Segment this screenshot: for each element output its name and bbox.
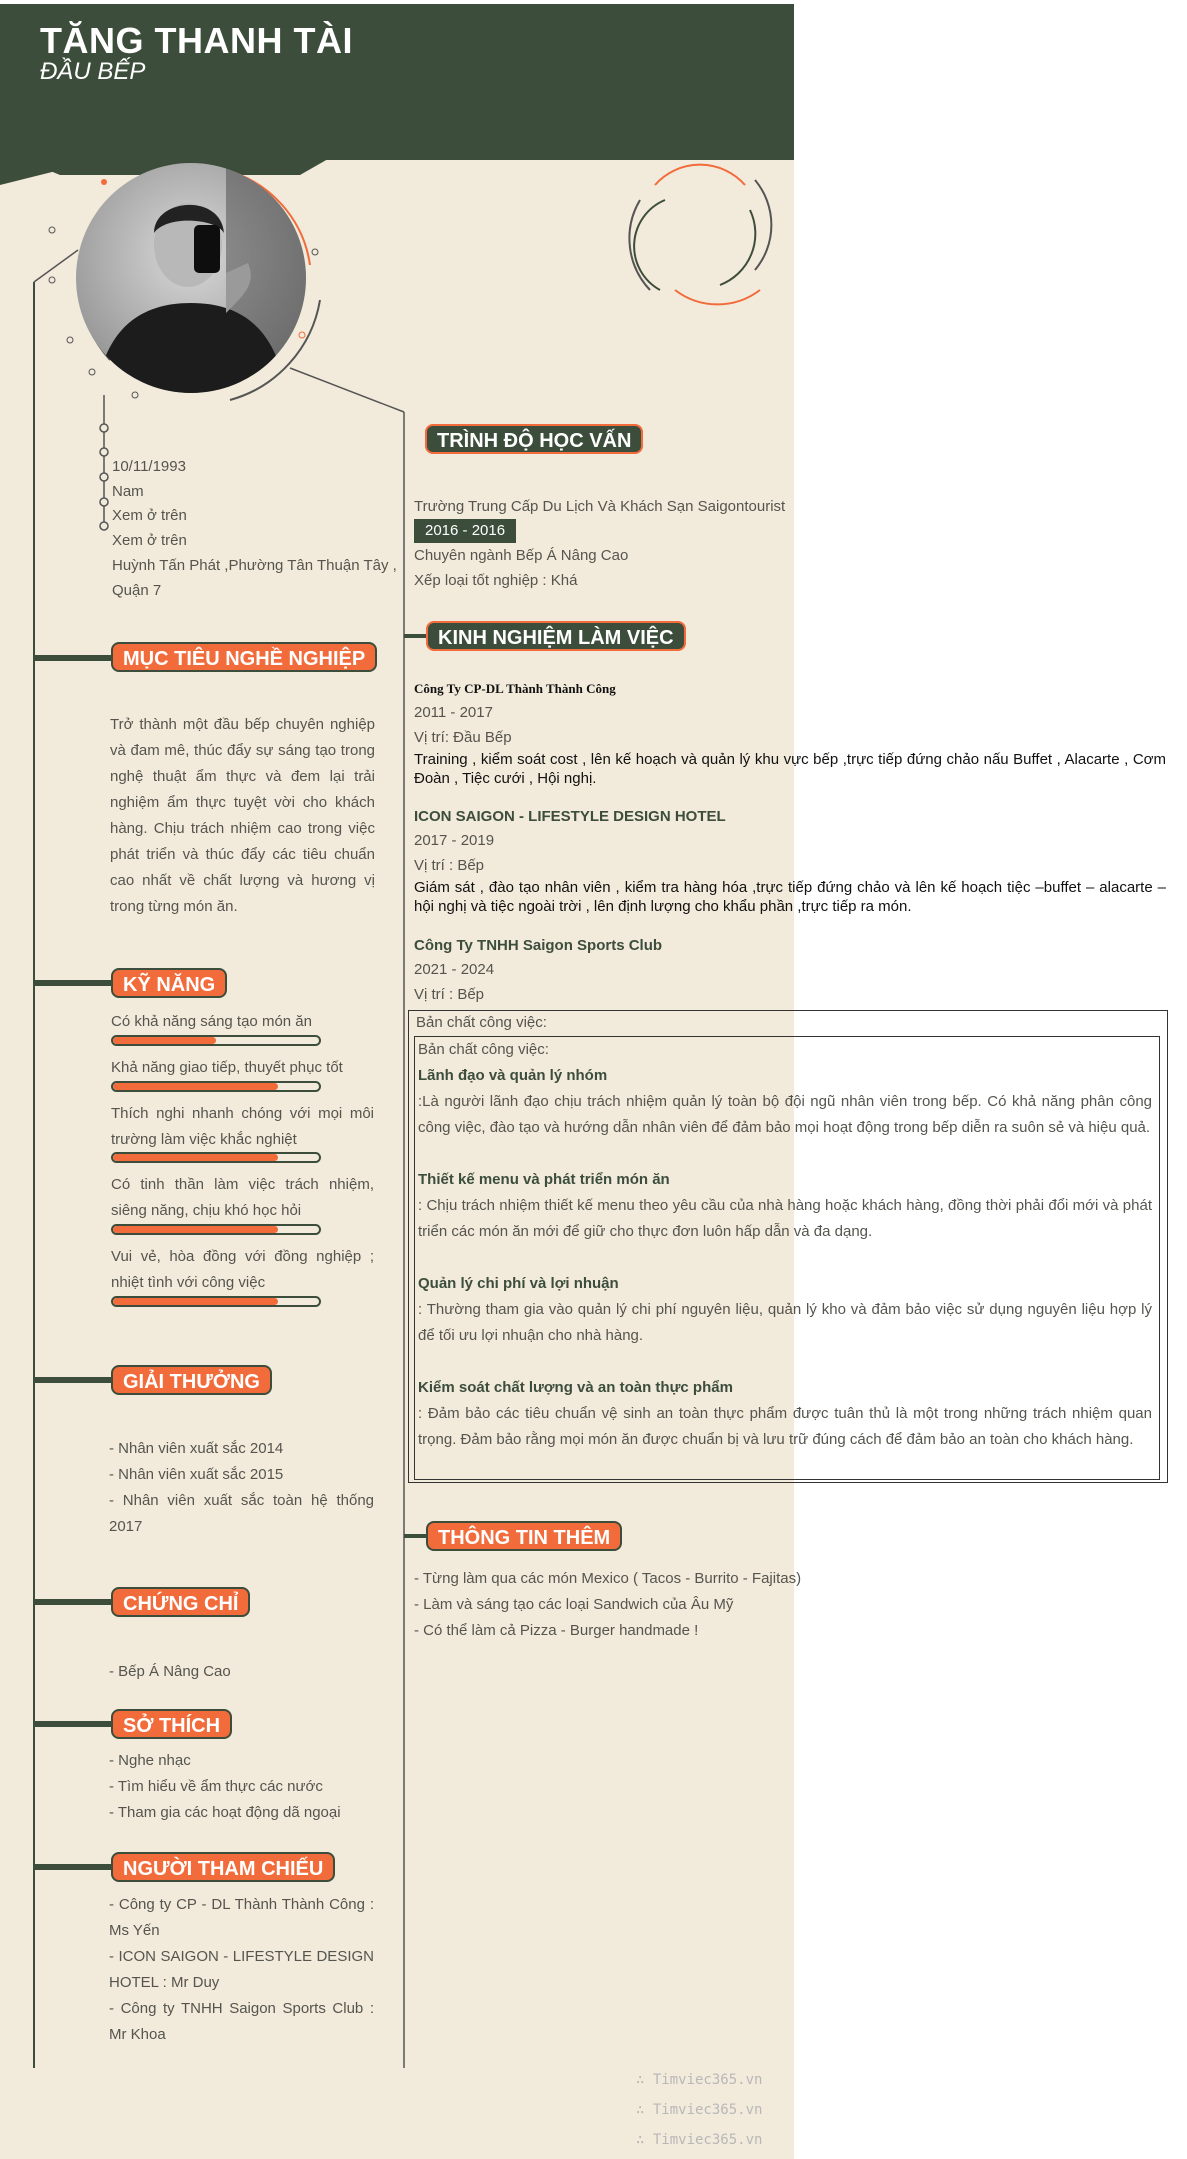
certificates-title: CHỨNG CHỈ — [111, 1587, 250, 1617]
award-item: - Nhân viên xuất sắc toàn hệ thống 2017 — [109, 1492, 374, 1535]
job-position: Vị trí : Bếp — [414, 986, 485, 1003]
watermark: ∴ Timviec365.vn — [636, 2132, 763, 2148]
job-position: Vị trí : Bếp — [414, 857, 485, 874]
duty-text: : Chịu trách nhiệm thiết kế menu theo yêu cầu của nhà hàng hoặc khách hàng, đồng thời phải đổi mới và phát triển các món ăn mới để giữ cho thực đơn luôn hấp dẫn và đa dạng. — [418, 1197, 1152, 1240]
job-period: 2021 - 2024 — [414, 961, 495, 978]
hobby-item: - Tìm hiểu về ẩm thực các nước — [109, 1778, 323, 1795]
watermark: ∴ Timviec365.vn — [636, 2072, 763, 2088]
job-company: Công Ty TNHH Saigon Sports Club — [414, 937, 663, 954]
job-company: ICON SAIGON - LIFESTYLE DESIGN HOTEL — [414, 808, 726, 825]
birth-date: 10/11/1993 — [112, 458, 186, 475]
objective-title: MỤC TIÊU NGHỀ NGHIỆP — [111, 642, 377, 672]
section-bar — [34, 1864, 114, 1870]
skill-bar — [111, 1081, 321, 1092]
award-item: - Nhân viên xuất sắc 2015 — [109, 1466, 284, 1483]
section-bar — [34, 980, 114, 986]
duty-heading: Thiết kế menu và phát triển món ăn — [418, 1171, 670, 1188]
objective-text: Trở thành một đầu bếp chuyên nghiệp và đam mê, thúc đẩy sự sáng tạo trong nghệ thuật ẩm thực và đem lại trải nghiệm ẩm thực tuyệt vời cho khách hàng. Chịu trách nhiệm cao trong việc phát triển và thúc đẩy các tiêu chuẩn cao nhất về chất lượng và hương vị trong từng món ăn. — [110, 716, 375, 915]
skill-label: Khả năng giao tiếp, thuyết phục tốt — [111, 1059, 343, 1076]
experience-title: KINH NGHIỆM LÀM VIỆC — [426, 621, 686, 651]
section-bar — [34, 1377, 114, 1383]
education-grade: Xếp loại tốt nghiệp : Khá — [414, 572, 578, 589]
section-bar — [34, 655, 114, 661]
address-line-2: Quận 7 — [112, 582, 162, 599]
reference-item: - Công ty CP - DL Thành Thành Công : Ms Yến — [109, 1896, 374, 1939]
watermark: ∴ Timviec365.vn — [636, 2102, 763, 2118]
certificate-item: - Bếp Á Nâng Cao — [109, 1663, 231, 1680]
education-period: 2016 - 2016 — [414, 519, 516, 543]
candidate-name: TĂNG THANH TÀI — [40, 20, 353, 61]
reference-item: - ICON SAIGON - LIFESTYLE DESIGN HOTEL : Mr Duy — [109, 1948, 374, 1991]
job-description: Training , kiểm soát cost , lên kế hoạch và quản lý khu vực bếp ,trực tiếp đứng chảo nấu Buffet , Alacarte , Cơm Đoàn , Tiệc cưới , Hội nghị. — [414, 751, 1166, 787]
skill-bar-fill — [113, 1154, 278, 1161]
duty-text: : Đảm bảo các tiêu chuẩn vệ sinh an toàn thực phẩm được tuân thủ là một trong những trách nhiệm quan trọng. Đảm bảo rằng mọi món ăn được chuẩn bị và lưu trữ đúng cách để đảm bảo an toàn cho khách hàng. — [418, 1405, 1152, 1448]
skill-bar-fill — [113, 1083, 278, 1090]
skill-bar-fill — [113, 1037, 216, 1044]
skills-title: KỸ NĂNG — [111, 968, 227, 998]
job-period: 2011 - 2017 — [414, 704, 493, 721]
award-item: - Nhân viên xuất sắc 2014 — [109, 1440, 284, 1457]
education-major: Chuyên ngành Bếp Á Nâng Cao — [414, 547, 629, 564]
address-line-1: Huỳnh Tấn Phát ,Phường Tân Thuận Tây , — [112, 557, 397, 574]
section-bar — [34, 1721, 114, 1727]
duty-text: :Là người lãnh đạo chịu trách nhiệm quản lý toàn bộ đội ngũ nhân viên trong bếp. Có khả năng phân công công việc, đào tạo và hướng dẫn nhân viên để đảm bảo mọi hoạt động trong bếp diễn ra suôn sẻ và hiệu quả. — [418, 1093, 1152, 1136]
job-period: 2017 - 2019 — [414, 832, 495, 849]
skill-bar — [111, 1152, 321, 1163]
job-title: ĐẦU BẾP — [40, 58, 146, 85]
job-description: Giám sát , đào tạo nhân viên , kiểm tra hàng hóa ,trực tiếp đứng chảo và lên kế hoạch tiệc –buffet – alacarte – hội nghị và tiệc ngoài trời , lên định lượng cho khẩu phần ,trực tiếp ra món. — [414, 879, 1166, 915]
avatar-photo — [76, 163, 306, 393]
reference-item: - Công ty TNHH Saigon Sports Club : Mr Khoa — [109, 2000, 374, 2043]
skill-label: Có khả năng sáng tạo món ăn — [111, 1013, 312, 1030]
hobby-item: - Tham gia các hoạt động dã ngoại — [109, 1804, 341, 1821]
hobby-item: - Nghe nhạc — [109, 1752, 191, 1769]
awards-title: GIẢI THƯỞNG — [111, 1365, 272, 1395]
job-nature-label: Bản chất công việc: — [416, 1014, 547, 1031]
skill-bar — [111, 1035, 321, 1046]
email: Xem ở trên — [112, 532, 187, 549]
skill-bar — [111, 1224, 321, 1235]
school-name: Trường Trung Cấp Du Lịch Và Khách Sạn Saigontourist — [414, 498, 786, 515]
avatar — [76, 163, 306, 393]
skill-bar-fill — [113, 1298, 278, 1305]
hobbies-title: SỞ THÍCH — [111, 1709, 232, 1739]
gender: Nam — [112, 483, 144, 500]
duty-text: : Thường tham gia vào quản lý chi phí nguyên liệu, quản lý kho và đảm bảo việc sử dụng nguyên liệu hợp lý để tối ưu lợi nhuận cho nhà hàng. — [418, 1301, 1152, 1344]
skill-label: Thích nghi nhanh chóng với mọi môi trường làm việc khắc nghiệt — [111, 1105, 374, 1148]
section-bar — [34, 1599, 114, 1605]
job-nature-label: Bản chất công việc: — [418, 1041, 549, 1058]
skill-bar — [111, 1296, 321, 1307]
job-position: Vị trí: Đầu Bếp — [414, 729, 512, 746]
duty-heading: Lãnh đạo và quản lý nhóm — [418, 1067, 608, 1084]
education-title: TRÌNH ĐỘ HỌC VẤN — [425, 424, 643, 454]
duty-heading: Kiểm soát chất lượng và an toàn thực phẩm — [418, 1379, 733, 1396]
references-title: NGƯỜI THAM CHIẾU — [111, 1852, 335, 1882]
additional-item: - Làm và sáng tạo các loại Sandwich của Âu Mỹ — [414, 1596, 734, 1613]
skill-label: Vui vẻ, hòa đồng với đồng nghiệp ; nhiệt tình với công việc — [111, 1248, 374, 1291]
skill-bar-fill — [113, 1226, 278, 1233]
additional-item: - Có thể làm cả Pizza - Burger handmade ! — [414, 1622, 699, 1639]
additional-title: THÔNG TIN THÊM — [426, 1521, 622, 1551]
duty-heading: Quản lý chi phí và lợi nhuận — [418, 1275, 619, 1292]
job-company: Công Ty CP-DL Thành Thành Công — [414, 681, 616, 696]
additional-item: - Từng làm qua các món Mexico ( Tacos - Burrito - Fajitas) — [414, 1570, 802, 1587]
skill-label: Có tinh thần làm việc trách nhiệm, siêng năng, chịu khó học hỏi — [111, 1176, 374, 1219]
phone: Xem ở trên — [112, 507, 187, 524]
